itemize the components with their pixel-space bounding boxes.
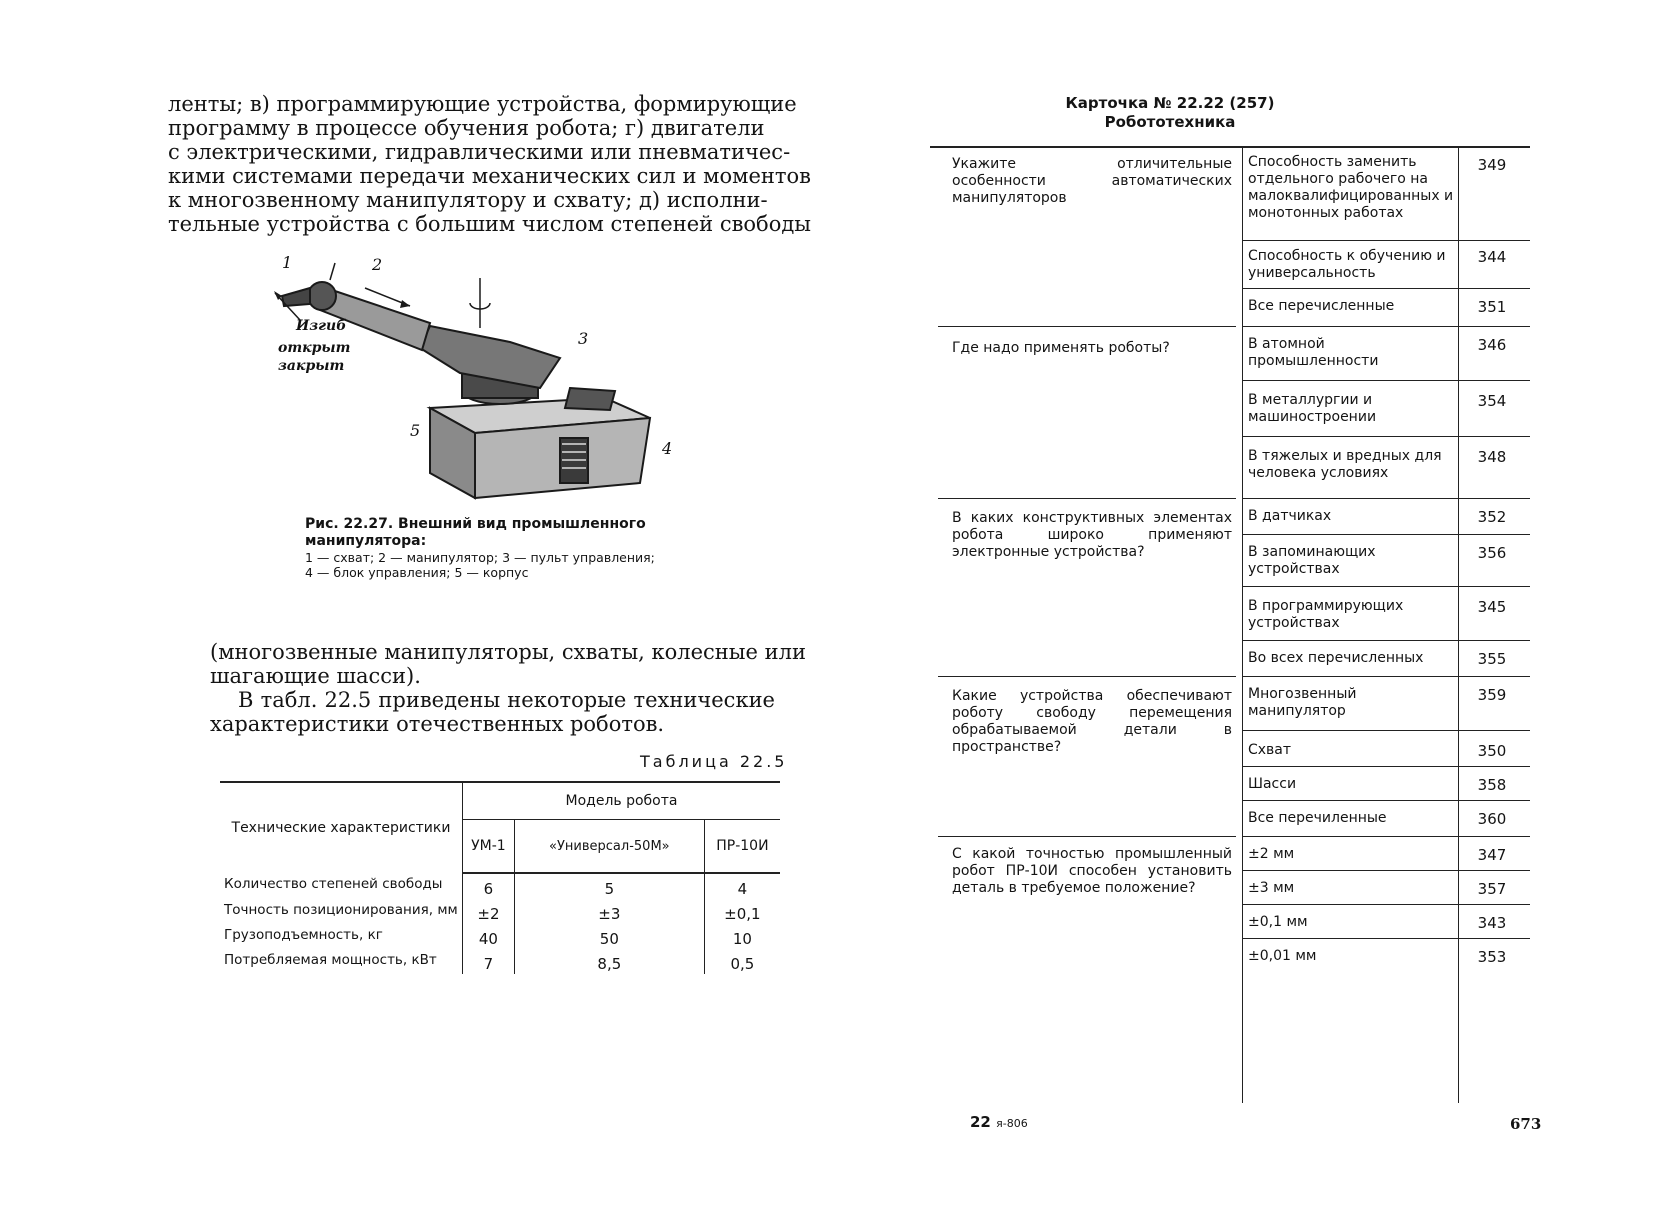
row-divider [1242, 938, 1530, 939]
text-line: (многозвенные манипуляторы, схваты, колесные или [210, 640, 806, 664]
answer-item: ±2 мм [1248, 846, 1295, 862]
text-line: с электрическими, гидравлическими или пневматичес- [168, 140, 791, 164]
figure-label-closed: закрыт [278, 358, 345, 374]
question-text: В каких конструктивных элементах робота широко применяют электронные устройства? [952, 510, 1232, 560]
row-divider [1242, 534, 1530, 535]
question-4 [932, 688, 1232, 756]
answer-item: ±0,1 мм [1248, 914, 1308, 930]
left-page [0, 0, 820, 1209]
question-divider [938, 836, 1236, 837]
intro-paragraph [168, 92, 811, 236]
text-line: характеристики отечественных роботов. [210, 712, 665, 736]
text-line: программу в процессе обучения робота; г) двигатели [168, 116, 765, 140]
answer-item: Все перечисленные [1248, 298, 1395, 314]
signature-mark [970, 1113, 1028, 1131]
row-divider [1242, 766, 1530, 767]
answer-code: 348 [1477, 448, 1507, 466]
answer-code: 349 [1477, 156, 1507, 174]
cell-value: 8,5 [514, 949, 704, 974]
figure-label-3: 3 [578, 329, 589, 348]
question-5 [932, 846, 1232, 897]
answer-code: 358 [1477, 776, 1507, 794]
figure-label-open: открыт [278, 340, 351, 356]
cell-value: 4 [737, 880, 748, 898]
answer-item: Все перечиленные [1248, 810, 1387, 826]
answer-item: В тяжелых и вредных для человека условиях [1248, 448, 1442, 481]
row-divider [1242, 870, 1530, 871]
figure-label-bend: Изгиб [296, 318, 347, 334]
header-characteristics: Технические характеристики [220, 782, 463, 873]
row-divider [1242, 800, 1530, 801]
cell-value: 6 [463, 873, 515, 899]
cell-value: ±2 [463, 899, 515, 924]
table-row [220, 873, 780, 899]
figure-label-1: 1 [282, 253, 293, 272]
answer-item: Способность заменить отдельного рабочего на малоквалифицированных и монотонных работах [1248, 154, 1454, 221]
figure-caption [305, 516, 665, 580]
answer-code: 347 [1477, 846, 1507, 864]
question-text: Какие устройства обеспечивают роботу свободу перемещения обрабатываемой детали в пространстве? [952, 688, 1232, 755]
header-col-pr10i: ПР-10И [704, 820, 780, 874]
answer-item: В программирующих устройствах [1248, 598, 1404, 631]
cell-value: 0,5 [730, 955, 755, 973]
table-row [220, 899, 780, 924]
answer-code: 351 [1477, 298, 1507, 316]
cell-value: 7 [463, 949, 515, 974]
answer-item: В металлургии и машиностроении [1248, 392, 1377, 425]
manipulator-drawing [274, 263, 650, 498]
question-2 [932, 340, 1232, 357]
caption-legend: 1 — схват; 2 — манипулятор; 3 — пульт управления; 4 — блок управления; 5 — корпус [305, 550, 655, 580]
answer-item: Во всех перечисленных [1248, 650, 1424, 666]
cell-value: ±0,1 [724, 905, 761, 923]
answer-code: 346 [1477, 336, 1507, 354]
text-line: тельные устройства с большим числом степеней свободы [168, 212, 811, 236]
figure-label-4: 4 [662, 439, 673, 458]
signature-number: 22 [970, 1113, 991, 1131]
row-divider [1242, 288, 1530, 289]
table-row [220, 949, 780, 974]
figure-label-5: 5 [410, 421, 421, 440]
row-divider [1242, 640, 1530, 641]
text-line: кими системами передачи механических сил и моментов [168, 164, 811, 188]
cell-value: 40 [463, 924, 515, 949]
answer-code: 357 [1477, 880, 1507, 898]
row-divider [1242, 326, 1530, 327]
table-label: Таблица 22.5 [640, 752, 788, 771]
question-card [930, 146, 1530, 1103]
text-line: В табл. 22.5 приведены некоторые технические [238, 688, 775, 712]
question-text: С какой точностью промышленный робот ПР-10И способен установить деталь в требуемое положение? [952, 846, 1232, 896]
card-title: Карточка № 22.22 (257) [1065, 94, 1275, 112]
row-divider [1242, 240, 1530, 241]
cell-value: 10 [732, 930, 752, 948]
spec-table [220, 781, 780, 974]
question-divider [938, 326, 1236, 327]
row-divider [1242, 730, 1530, 731]
right-page [820, 0, 1657, 1209]
answer-code: 345 [1477, 598, 1507, 616]
header-col-universal: «Универсал-50М» [514, 820, 704, 874]
table-row [220, 924, 780, 949]
answer-item: ±3 мм [1248, 880, 1295, 896]
header-col-um1: УМ-1 [463, 820, 515, 874]
row-divider [1242, 904, 1530, 905]
column-divider [1242, 148, 1243, 1103]
cell-value: 50 [514, 924, 704, 949]
answer-code: 356 [1477, 544, 1507, 562]
answer-item: Многозвенный манипулятор [1248, 686, 1357, 719]
answer-code: 343 [1477, 914, 1507, 932]
answer-item: Шасси [1248, 776, 1297, 792]
page-number: 673 [1510, 1115, 1542, 1133]
signature-code: я-806 [996, 1117, 1028, 1130]
row-name: Грузоподъемность, кг [220, 924, 463, 949]
answer-code: 350 [1477, 742, 1507, 760]
answer-code: 352 [1477, 508, 1507, 526]
header-model-group: Модель робота [463, 782, 781, 820]
answer-code: 355 [1477, 650, 1507, 668]
text-line: шагающие шасси). [210, 664, 421, 688]
card-header [820, 94, 1520, 132]
manipulator-figure [270, 253, 673, 508]
answer-code: 360 [1477, 810, 1507, 828]
cell-value: ±3 [514, 899, 704, 924]
question-text: Укажите отличительные особенности автоматических манипуляторов [952, 156, 1232, 206]
answer-code: 354 [1477, 392, 1507, 410]
question-1 [932, 156, 1232, 207]
row-name: Количество степеней свободы [220, 873, 463, 899]
row-divider [1242, 586, 1530, 587]
row-divider [1242, 380, 1530, 381]
cell-value: 5 [514, 873, 704, 899]
caption-title: Рис. 22.27. Внешний вид промышленного манипулятора: [305, 516, 646, 549]
row-name: Потребляемая мощность, кВт [220, 949, 463, 974]
answer-code: 353 [1477, 948, 1507, 966]
column-divider [1458, 148, 1459, 1103]
answer-code: 344 [1477, 248, 1507, 266]
card-subtitle: Робототехника [1104, 113, 1236, 131]
question-3 [932, 510, 1232, 561]
question-divider [938, 498, 1236, 499]
text-line: к многозвенному манипулятору и схвату; д) исполни- [168, 188, 768, 212]
figure-label-2: 2 [372, 255, 383, 274]
row-divider [1242, 836, 1530, 837]
row-divider [1242, 498, 1530, 499]
answer-item: Способность к обучению и универсальность [1248, 248, 1446, 281]
answer-item: В запоминающих устройствах [1248, 544, 1376, 577]
answer-item: Схват [1248, 742, 1292, 758]
continuation-paragraph [210, 640, 806, 736]
row-divider [1242, 676, 1530, 677]
answer-item: В датчиках [1248, 508, 1332, 524]
row-name: Точность позиционирования, мм [220, 899, 463, 924]
question-text: Где надо применять роботы? [952, 340, 1170, 356]
answer-item: В атомной промышленности [1248, 336, 1379, 369]
row-divider [1242, 436, 1530, 437]
answer-item: ±0,01 мм [1248, 948, 1317, 964]
text-line: ленты; в) программирующие устройства, формирующие [168, 92, 797, 116]
answer-code: 359 [1477, 686, 1507, 704]
question-divider [938, 676, 1236, 677]
